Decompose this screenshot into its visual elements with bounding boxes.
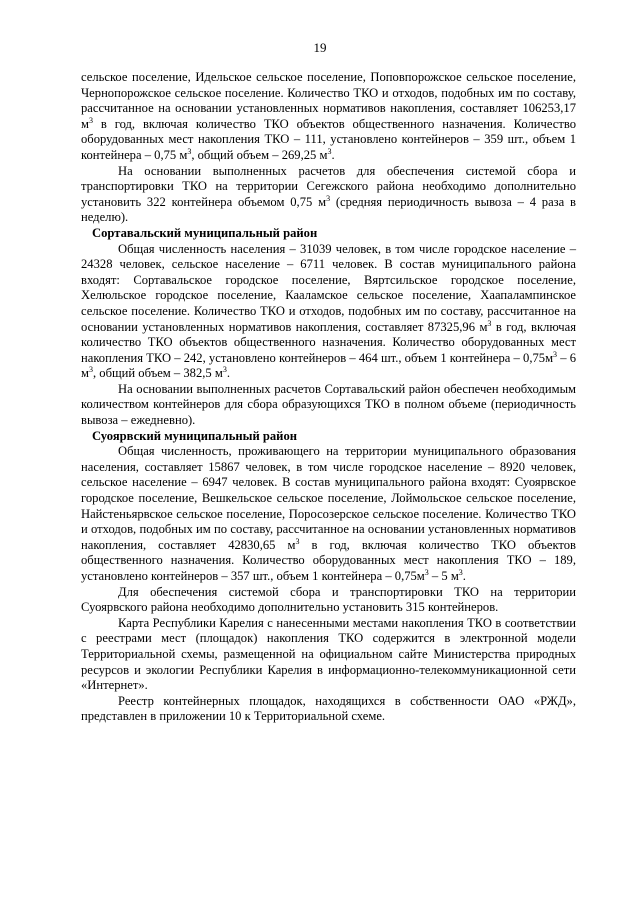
superscript: 3	[88, 365, 93, 375]
text-run: , общий объем – 269,25 м	[191, 147, 328, 162]
text-run: сельское поселение, Идельское сельское поселение, Поповпорожское сельское поселение, Чернопорожское сельское поселение. Количество ТКО и отходов, подобных им по составу, рассчитанное на основании установленных нормативов накопления, составляет 106253,17 м	[81, 70, 576, 131]
heading-suoyarvi: Суоярвский муниципальный район	[92, 428, 297, 443]
paragraph-segezha-conclusion	[81, 164, 576, 226]
text-run: – 5 м	[428, 569, 459, 583]
page-content	[81, 70, 576, 725]
superscript: 3	[424, 568, 429, 577]
superscript: 3	[458, 568, 463, 577]
text-run: .	[331, 147, 335, 162]
heading-sortavala: Сортавальский муниципальный район	[92, 225, 318, 240]
text-run: в год, включая количество ТКО объектов общественного назначения. Количество оборудованных мест накопления ТКО – 111, установлено контейнеров – 359 шт., объем 1 контейнера – 0,75 м	[81, 116, 576, 162]
superscript: 3	[487, 318, 492, 328]
superscript: 3	[327, 146, 332, 156]
text-run: Общая численность населения – 31039 человек, в том числе городское население – 24328 человек, сельское население – 6711 человек. В состав муниципального района входят: Сортавальское городское поселение, Вяртсильское городское поселение, Хелюльское городское поселение, Кааламское сельское поселение, Хаапалампинское сельское поселение. Количество ТКО и отходов, подобных им по составу, рассчитанное на основании установленных нормативов накопления, составляет 87325,96 м	[81, 241, 576, 334]
text-run: , общий объем – 382,5 м	[92, 366, 223, 381]
paragraph-rzd-registry: Реестр контейнерных площадок, находящихся в собственности ОАО «РЖД», представлен в приложении 10 к Территориальной схеме.	[81, 693, 576, 724]
superscript: 3	[553, 349, 558, 359]
paragraph-suoyarvi-conclusion: Для обеспечения системой сбора и транспортировки ТКО на территории Суоярвского района необходимо дополнительно установить 315 контейнеров.	[81, 584, 576, 615]
text-run: (средняя периодичность вывоза – 4 раза в неделю).	[81, 194, 576, 225]
superscript: 3	[222, 365, 227, 375]
superscript: 3	[326, 193, 331, 203]
paragraph-segezha-summary	[81, 70, 576, 164]
superscript: 3	[295, 536, 300, 546]
superscript: 3	[187, 146, 192, 156]
paragraph-sortavala-population	[81, 242, 576, 382]
superscript: 3	[88, 115, 93, 125]
paragraph-sortavala-conclusion: На основании выполненных расчетов Сортавальский район обеспечен необходимым количеством контейнеров для сбора образующихся ТКО в полном объеме (периодичность вывоза – ежедневно).	[81, 381, 576, 428]
paragraph-suoyarvi-population	[81, 444, 576, 584]
text-run: .	[462, 569, 466, 583]
text-run: в год, включая количество ТКО объектов общественного назначения. Количество оборудованных мест накопления ТКО – 242, установлено контейнеров – 464 шт., объем 1 контейнера – 0,75м	[81, 319, 576, 365]
page-number: 19	[313, 40, 327, 55]
text-run: На основании выполненных расчетов для обеспечения системой сбора и транспортировки ТКО на территории Сегежского района необходимо дополнительно установить 322 контейнера объемом 0,75 м	[81, 163, 576, 209]
text-run: в год, включая количество ТКО объектов общественного назначения. Количество оборудованных мест накопления ТКО – 189, установлено контейнеров – 357 шт., объем 1 контейнера – 0,75м	[81, 537, 576, 583]
text-run: – 6 м	[81, 350, 577, 381]
text-run: Общая численность, проживающего на территории муниципального образования населения, составляет 15867 человек, в том числе городское население – 8920 человек, сельское население – 6947 человек. В состав муниципального района входят: Суоярвское городское поселение, Вешкельское сельское поселение, Лоймольское сельское поселение, Найстеньярвское сельское поселение, Поросозерское сельское поселение. Количество ТКО и отходов, подобных им по составу, рассчитанное на основании установленных нормативов накопления, составляет 42830,65 м	[81, 444, 576, 552]
paragraph-map-reference: Карта Республики Карелия с нанесенными местами накопления ТКО в соответствии с реестрами мест (площадок) накопления ТКО содержится в электронной модели Территориальной схемы, размещенной на официальном сайте Министерства природных ресурсов и экологии Республики Карелия в информационно-телекоммуникационной сети «Интернет».	[81, 615, 576, 693]
text-run: .	[226, 366, 230, 381]
